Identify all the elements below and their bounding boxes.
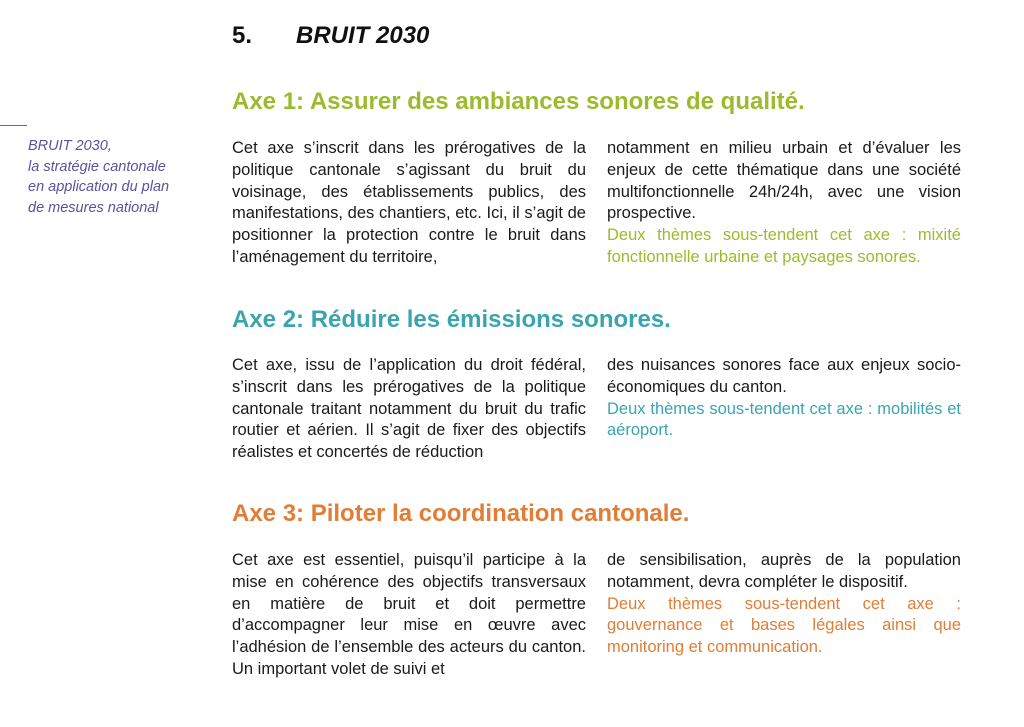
- axe-3-left-column: [232, 550, 586, 681]
- sidebar-rule: [0, 125, 27, 126]
- sidebar-note-line: en application du plan: [28, 179, 170, 195]
- axe-1-left-column: [232, 138, 586, 269]
- axe-3-right-text: de sensibilisation, auprès de la population notamment, devra compléter le dispositif.: [607, 551, 961, 591]
- axe-3-left-text: Cet axe est essentiel, puisqu’il participe à la mise en cohérence des objectifs transversaux en matière de bruit et doit permettre d’accompagner leur mise en œuvre avec l’adhésion de l’ensemble des acteurs du canton. Un important volet de suivi et: [232, 551, 586, 678]
- axe-3-right-column: [607, 550, 961, 659]
- sidebar-note-line: BRUIT 2030,: [28, 138, 112, 154]
- axe-1-highlight: Deux thèmes sous-tendent cet axe : mixité fonctionnelle urbaine et paysages sonores.: [607, 226, 961, 266]
- axe-1-title: Axe 1: Assurer des ambiances sonores de qualité.: [232, 88, 805, 115]
- axe-2-left-text: Cet axe, issu de l’application du droit fédéral, s’inscrit dans les prérogatives de la politique cantonale traitant notamment du bruit du trafic routier et aérien. Il s’agit de fixer des objectifs réalistes et concertés de réduction: [232, 356, 586, 462]
- sidebar-note-line: de mesures national: [28, 199, 159, 216]
- axe-1-right-text: notamment en milieu urbain et d’évaluer les enjeux de cette thématique dans une société multifonctionnelle 24h/24h, avec une vision prospective.: [607, 139, 961, 223]
- axe-2-right-text: des nuisances sonores face aux enjeux socio-économiques du canton.: [607, 356, 961, 396]
- axe-3-title: Axe 3: Piloter la coordination cantonale.: [232, 500, 690, 527]
- section-title: [232, 22, 429, 50]
- axe-2-highlight: Deux thèmes sous-tendent cet axe : mobilités et aéroport.: [607, 399, 961, 440]
- sidebar-note: [28, 136, 218, 218]
- sidebar-note-line: la stratégie cantonale: [28, 158, 166, 175]
- axe-2-title: Axe 2: Réduire les émissions sonores.: [232, 306, 671, 333]
- axe-1-right-column: [607, 138, 961, 269]
- axe-2-left-column: [232, 355, 586, 464]
- section-number: 5.: [232, 22, 253, 49]
- axe-1-left-text: Cet axe s’inscrit dans les prérogatives de la politique cantonale s’agissant du bruit du voisinage, des établissements publics, des manifestations, des chantiers, etc. Ici, il s’agit de positionner la protection contre le bruit dans l’aménagement du territoire,: [232, 139, 586, 266]
- axe-3-highlight: Deux thèmes sous-tendent cet axe : gouvernance et bases légales ainsi que monitoring et communication.: [607, 594, 961, 657]
- section-title-text: BRUIT 2030: [296, 22, 430, 49]
- axe-2-right-column: [607, 355, 961, 442]
